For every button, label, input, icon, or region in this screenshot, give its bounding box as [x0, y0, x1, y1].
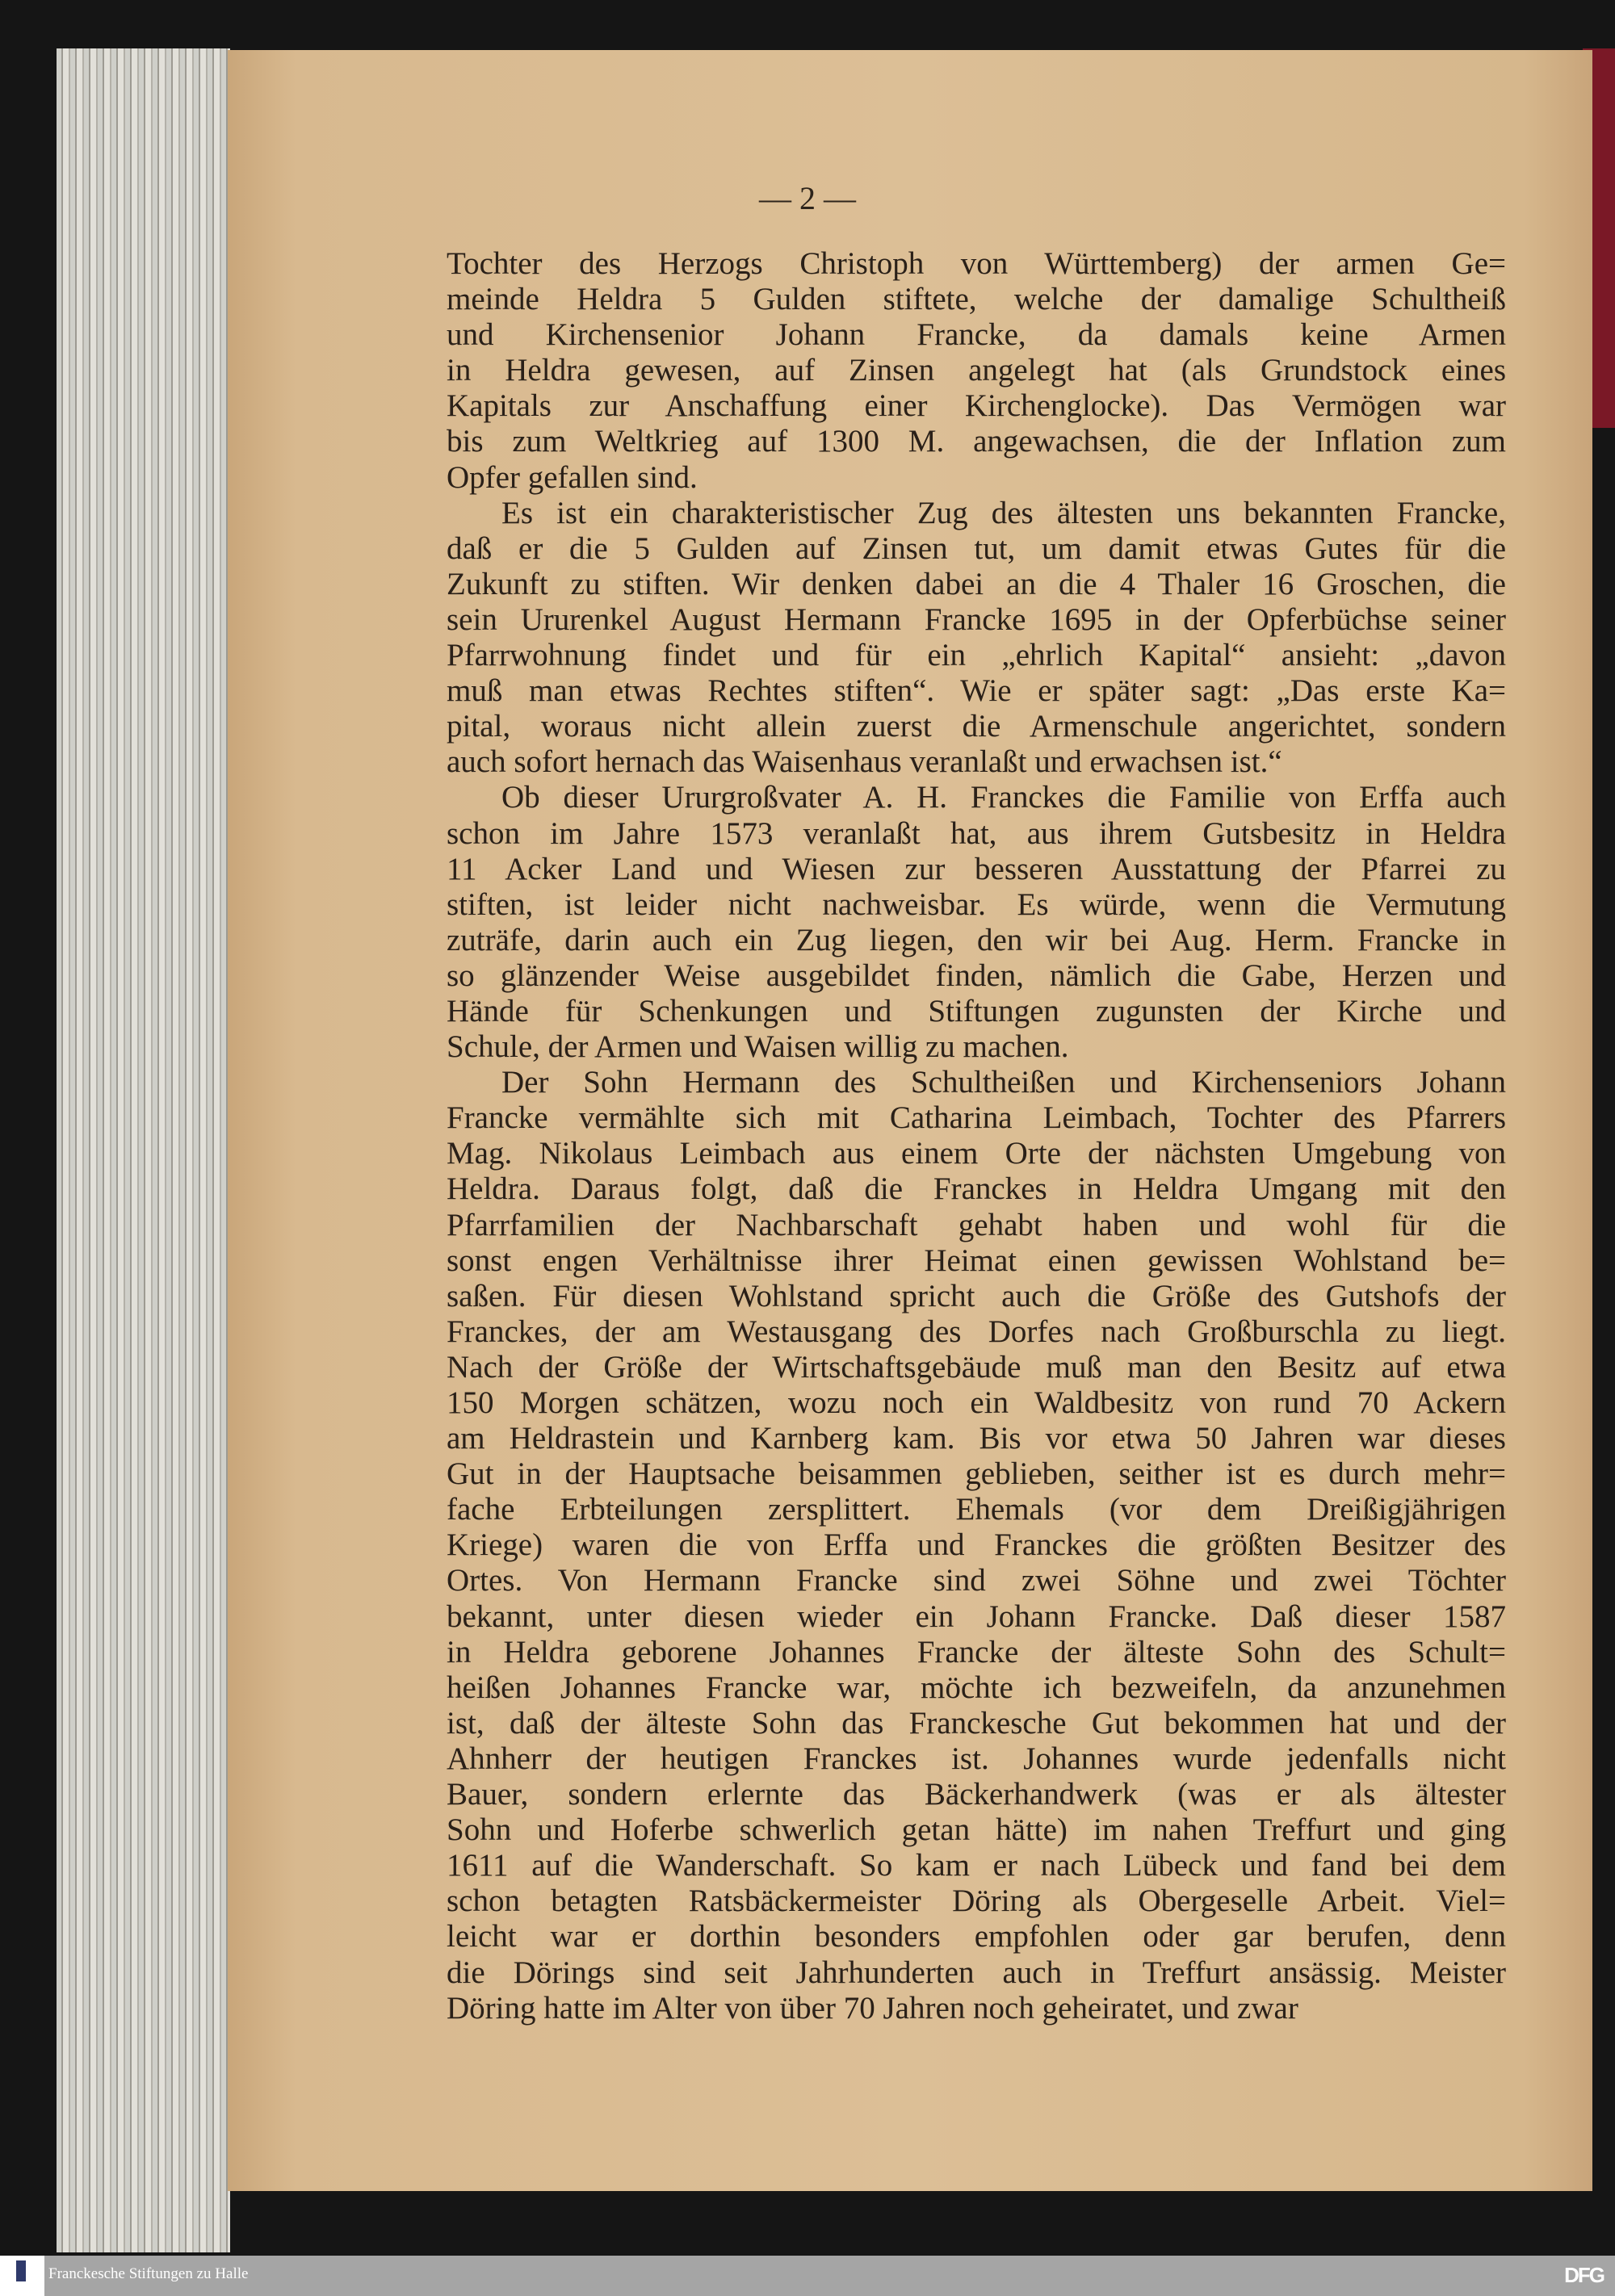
text-line: Tochter des Herzogs Christoph von Württemberg) der armen Ge=	[447, 246, 1506, 281]
text-line: Es ist ein charakteristischer Zug des ältesten uns bekannten Francke,	[501, 495, 1506, 530]
text-line: Ahnherr der heutigen Franckes ist. Johannes wurde jedenfalls nicht	[447, 1741, 1506, 1776]
text-line: stiften, ist leider nicht nachweisbar. Es würde, wenn die Vermutung	[447, 886, 1506, 922]
text-line: Zukunft zu stiften. Wir denken dabei an die 4 Thaler 16 Groschen, die	[447, 566, 1506, 601]
text-line: heißen Johannes Francke war, möchte ich bezweifeln, da anzunehmen	[447, 1670, 1506, 1705]
text-line: in Heldra gewesen, auf Zinsen angelegt hat (als Grundstock eines	[447, 353, 1506, 388]
text-line: auch sofort hernach das Waisenhaus veranlaßt und erwachsen ist.“	[447, 744, 1282, 780]
text-line: Heldra. Daraus folgt, daß die Franckes in Heldra Umgang mit den	[447, 1171, 1506, 1207]
text-line: bis zum Weltkrieg auf 1300 M. angewachsen, die der Inflation zum	[447, 424, 1506, 459]
text-line: bekannt, unter diesen wieder ein Johann Francke. Daß dieser 1587	[447, 1598, 1506, 1634]
statue-icon	[16, 2260, 26, 2281]
text-line: und Kirchensenior Johann Francke, da damals keine Armen	[447, 317, 1506, 353]
body-text	[447, 246, 1506, 2026]
text-line: schon betagten Ratsbäckermeister Döring als Obergeselle Arbeit. Viel=	[447, 1883, 1506, 1919]
text-line: Francke vermählte sich mit Catharina Leimbach, Tochter des Pfarrers	[447, 1100, 1506, 1136]
text-line: Nach der Größe der Wirtschaftsgebäude muß man den Besitz auf etwa	[447, 1349, 1506, 1385]
text-line: Schule, der Armen und Waisen willig zu machen.	[447, 1029, 1069, 1065]
text-line: Pfarrwohnung findet und für ein „ehrlich Kapital“ ansieht: „davon	[447, 638, 1506, 673]
text-line: 150 Morgen schätzen, wozu noch ein Waldbesitz von rund 70 Ackern	[447, 1385, 1506, 1420]
institution-name: Franckesche Stiftungen zu Halle	[48, 2265, 249, 2282]
text-line: Hände für Schenkungen und Stiftungen zugunsten der Kirche und	[447, 993, 1506, 1029]
text-line: in Heldra geborene Johannes Francke der älteste Sohn des Schult=	[447, 1634, 1506, 1670]
text-line: pital, woraus nicht allein zuerst die Armenschule angerichtet, sondern	[447, 709, 1506, 744]
text-line: Bauer, sondern erlernte das Bäckerhandwerk (was er als ältester	[447, 1777, 1506, 1812]
institution-logo	[0, 2256, 44, 2296]
text-line: ist, daß der älteste Sohn das Franckesche Gut bekommen hat und der	[447, 1705, 1506, 1741]
text-line: die Dörings sind seit Jahrhunderten auch in Treffurt ansässig. Meister	[447, 1955, 1506, 1990]
text-line: 1611 auf die Wanderschaft. So kam er nach Lübeck und fand bei dem	[447, 1848, 1506, 1883]
text-line: Der Sohn Hermann des Schultheißen und Kirchenseniors Johann	[501, 1065, 1506, 1100]
text-line: sonst engen Verhältnisse ihrer Heimat einen gewissen Wohlstand be=	[447, 1242, 1506, 1278]
text-line: fache Erbteilungen zersplittert. Ehemals (vor dem Dreißigjährigen	[447, 1492, 1506, 1527]
text-line: saßen. Für diesen Wohlstand spricht auch die Größe des Gutshofs der	[447, 1278, 1506, 1313]
text-line: meinde Heldra 5 Gulden stiftete, welche der damalige Schultheiß	[447, 282, 1506, 317]
text-line: Franckes, der am Westausgang des Dorfes nach Großburschla zu liegt.	[447, 1313, 1506, 1349]
text-line: Pfarrfamilien der Nachbarschaft gehabt haben und wohl für die	[447, 1207, 1506, 1242]
text-line: Gut in der Hauptsache beisammen geblieben, seither ist es durch mehr=	[447, 1456, 1506, 1492]
text-line: Sohn und Hoferbe schwerlich getan hätte) im nahen Treffurt und ging	[447, 1812, 1506, 1848]
text-line: so glänzender Weise ausgebildet finden, nämlich die Gabe, Herzen und	[447, 957, 1506, 993]
text-line: Kapitals zur Anschaffung einer Kirchenglocke). Das Vermögen war	[447, 388, 1506, 424]
text-line: daß er die 5 Gulden auf Zinsen tut, um damit etwas Gutes für die	[447, 530, 1506, 566]
text-line: Opfer gefallen sind.	[447, 459, 698, 495]
text-line: schon im Jahre 1573 veranlaßt hat, aus ihrem Gutsbesitz in Heldra	[447, 815, 1506, 851]
text-line: 11 Acker Land und Wiesen zur besseren Ausstattung der Pfarrei zu	[447, 851, 1506, 886]
page-number: — 2 —	[759, 180, 856, 216]
text-line: zuträfe, darin auch ein Zug liegen, den wir bei Aug. Herm. Francke in	[447, 922, 1506, 957]
text-line: leicht war er dorthin besonders empfohlen oder gar berufen, denn	[447, 1919, 1506, 1955]
text-line: Ob dieser Ururgroßvater A. H. Franckes die Familie von Erffa auch	[501, 780, 1506, 815]
text-line: Ortes. Von Hermann Francke sind zwei Söhne und zwei Töchter	[447, 1563, 1506, 1598]
text-line: Mag. Nikolaus Leimbach aus einem Orte der nächsten Umgebung von	[447, 1136, 1506, 1171]
text-line: am Heldrastein und Karnberg kam. Bis vor etwa 50 Jahren war dieses	[447, 1421, 1506, 1456]
text-line: muß man etwas Rechtes stiften“. Wie er später sagt: „Das erste Ka=	[447, 673, 1506, 709]
dfg-logo: DFG	[1564, 2263, 1604, 2287]
text-line: Döring hatte im Alter von über 70 Jahren noch geheiratet, und zwar	[447, 1990, 1298, 2026]
footer-bar	[0, 2256, 1615, 2296]
page-stack-edge	[57, 48, 230, 2252]
text-line: Kriege) waren die von Erffa und Franckes die größten Besitzer des	[447, 1527, 1506, 1563]
text-line: sein Ururenkel August Hermann Francke 1695 in der Opferbüchse seiner	[447, 601, 1506, 637]
